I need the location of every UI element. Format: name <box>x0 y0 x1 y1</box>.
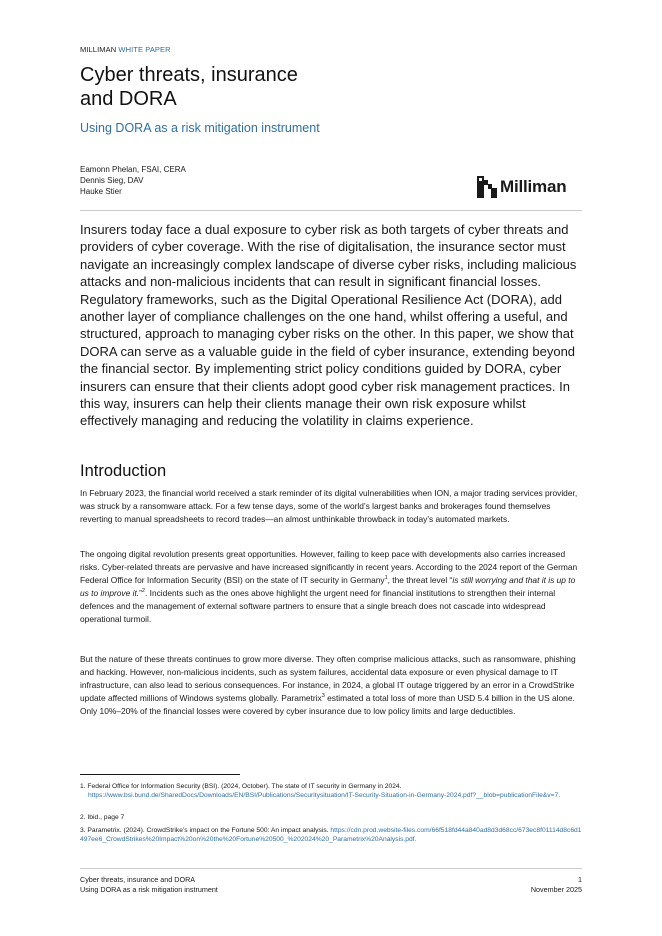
footnote-ref-1[interactable]: 1 <box>384 575 388 582</box>
publication-date: November 2025 <box>530 884 582 894</box>
logo-wordmark: Milliman <box>500 177 567 196</box>
footer-title: Cyber threats, insurance and DORA <box>80 875 196 884</box>
header-divider <box>80 210 582 211</box>
footnote-ref-2[interactable]: 2 <box>141 587 145 594</box>
footnote-ref-3[interactable]: 3 <box>321 692 325 699</box>
milliman-logo-icon <box>477 176 497 198</box>
p3-text-b: estimated a total loss of more than USD 5.4 billion in the US alone. Only 10%–20% of the financial losses were covered by cyber insurance due to low policy limits and large deductibles. <box>80 692 575 716</box>
author-list <box>80 164 186 197</box>
p3-text-a: But the nature of these threats continues to grow more diverse. They often comprise malicious attacks, such as ransomware, phishing and hacking. However, non-malicious incidents, such as system failures, accidental data exposure or even physical damage to IT infrastructure, can also lead to serious consequences. For instance, in 2024, a global IT outage triggered by an error in a CrowdStrike update affected millions of Windows systems globally. Parametrix <box>80 654 576 703</box>
footnote-3-text: 3. Parametrix. (2024). CrowdStrike’s impact on the Fortune 500: An impact analysis. <box>80 827 329 834</box>
p2-text-d: . Incidents such as the ones above highlight the urgent need for financial institutions to strengthen their internal defences and the management of external software partners to ensure that a single breach does not cascade into widespread operational turmoil. <box>80 587 556 624</box>
section-heading-introduction: Introduction <box>80 462 167 480</box>
footnote-1-text: 1. Federal Office for Information Security (BSI). (2024, October). The state of IT security in Germany in 2024. <box>80 783 402 790</box>
author-3: Hauke Stier <box>80 187 122 196</box>
footer-page-info <box>531 875 582 894</box>
abstract-paragraph: Insurers today face a dual exposure to cyber risk as both targets of cyber threats and providers of cyber coverage. With the rise of digitalisation, the insurance sector must navigate an increasingly complex landscape of diverse cyber risks, including malicious attacks and non-malicious incidents that can result in significant financial losses. Regulatory frameworks, such as the Digital Operational Resilience Act (DORA), add another layer of compliance challenges on the one hand, whilst offering a useful, and structured, approach to managing cyber risks on the other. In this paper, we show that DORA can serve as a valuable guide in the field of cyber insurance, extending beyond the financial sector. By implementing strict policy conditions guided by DORA, cyber insurers can ensure that their clients adopt good cyber risk management practices. In this way, insurers can help their clients manage their own risk exposure whilst effectively managing and reducing the volatility in claims experience. <box>80 222 577 429</box>
title-line-1: Cyber threats, insurance <box>80 64 298 86</box>
footnote-1-link[interactable]: https://www.bsi.bund.de/SharedDocs/Downloads/EN/BSI/Publications/Securitysituation/IT-Security-Situation-in-Germany-2024.pdf?__blob=publicationFile&v=7. <box>88 792 561 800</box>
p2-quote: is still worrying and that it is up to us to improve it. <box>80 574 576 598</box>
footnote-2-text: 2. Ibid., page 7 <box>80 814 125 821</box>
footnote-1 <box>80 782 582 801</box>
intro-paragraph-2 <box>80 548 582 625</box>
footer-doc-info <box>80 875 218 894</box>
milliman-logo <box>477 176 566 198</box>
p2-text-c: ” <box>139 587 142 598</box>
footer-subtitle: Using DORA as a risk mitigation instrument <box>80 884 218 894</box>
intro-paragraph-1: In February 2023, the financial world received a stark reminder of its digital vulnerabilities when ION, a major trading services provider, was struck by a ransomware attack. For a few tense days, some of the world’s largest banks and brokerages found themselves reverting to manual spreadsheets to record trades—an almost unthinkable throwback in today’s automated markets. <box>80 488 578 524</box>
footnote-2 <box>80 813 582 822</box>
footer-divider <box>80 868 582 869</box>
kicker-doc-type: WHITE PAPER <box>118 45 171 54</box>
intro-paragraph-3 <box>80 653 582 718</box>
document-page <box>80 0 582 936</box>
p2-text-a: The ongoing digital revolution presents great opportunities. However, failing to keep pace with developments also carries increased risks. Cyber-related threats are pervasive and have increased significantly in recent years. According to the 2024 report of the German Federal Office for Information Security (BSI) on the state of IT security in Germany <box>80 549 578 585</box>
footnote-3-link[interactable]: https://cdn.prod.website-files.com/66f518fd44a840ad8d3d68cc/673ec8f01114d8c6d1497ee6_CrowdStrikes%20Impact%20on%20the%20Fortune%20500_%202024%20_Parametrix%20Analysis.pdf. <box>80 827 582 844</box>
page-number: 1 <box>578 875 582 884</box>
page-subtitle: Using DORA as a risk mitigation instrument <box>80 121 320 135</box>
author-2: Dennis Sieg, DAV <box>80 176 144 185</box>
author-1: Eamonn Phelan, FSAI, CERA <box>80 165 186 174</box>
title-line-2: and DORA <box>80 88 177 110</box>
kicker-brand: MILLIMAN <box>80 45 117 54</box>
footnote-3 <box>80 826 582 845</box>
report-kicker <box>80 45 171 54</box>
footnote-divider <box>80 774 240 775</box>
p2-text-b: , the threat level “ <box>387 574 453 585</box>
page-title <box>80 63 298 111</box>
